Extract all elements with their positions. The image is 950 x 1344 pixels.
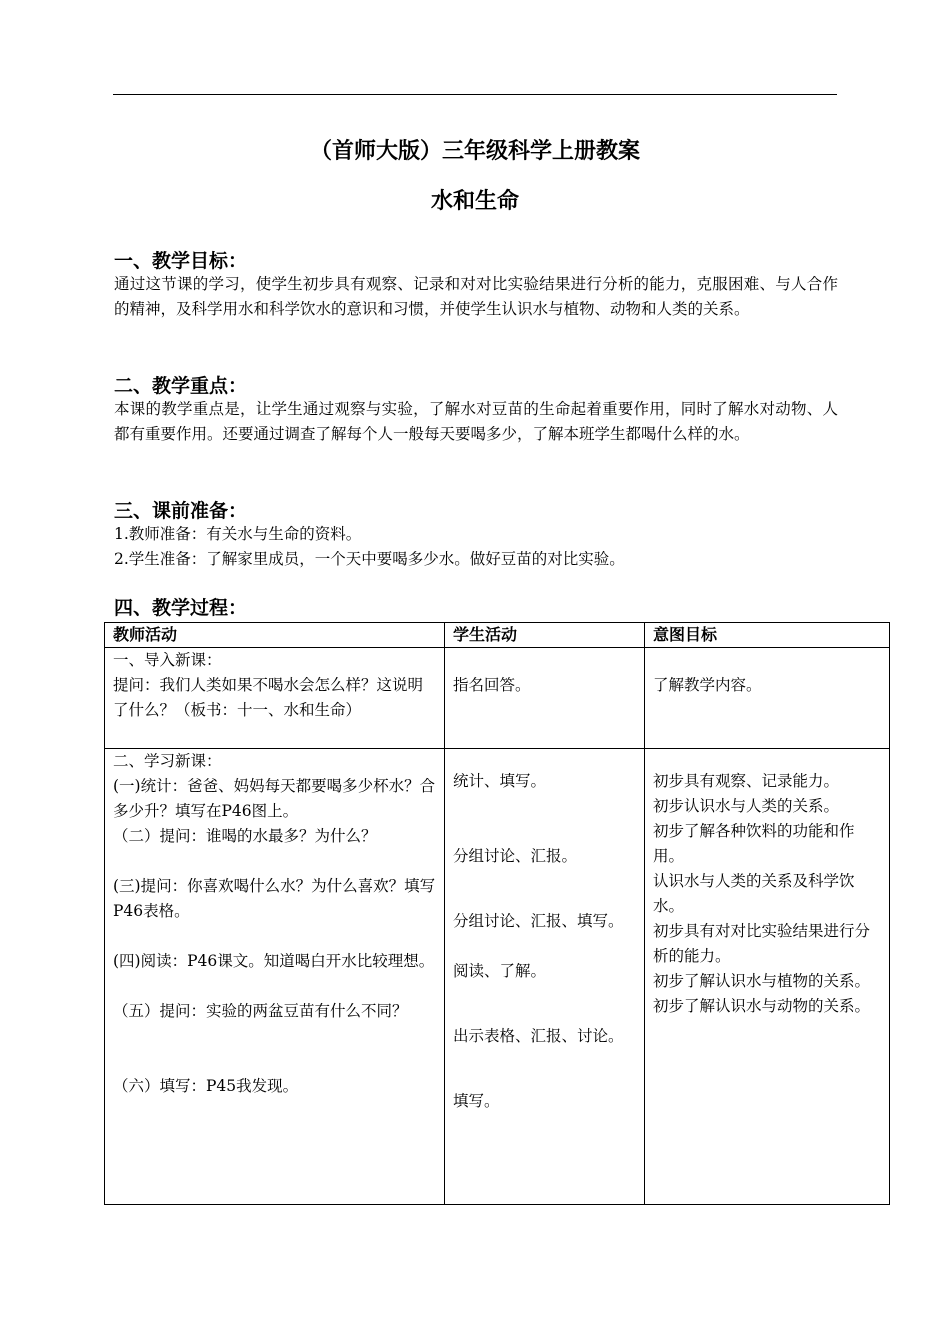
cell-line: 分组讨论、汇报。 [453,847,578,865]
prep-line: 2.学生准备：了解家里成员，一个天中要喝多少水。做好豆苗的对比实验。 [114,550,625,568]
header-goal: 意图目标 [645,623,890,648]
goal-cell [645,749,890,1205]
cell-line: (三)提问：你喜欢喝什么水？为什么喜欢？填写P46表格。 [113,877,436,920]
section-heading: 一、教学目标： [114,250,248,272]
cell-line: 提问：我们人类如果不喝水会怎么样？这说明了什么？（板书：十一、水和生命） [113,676,424,719]
cell-line: 二、学习新课： [113,752,222,770]
cell-line: （六）填写：P45我发现。 [113,1077,299,1095]
cell-line: 初步了解各种饮料的功能和作用。 [653,822,855,865]
cell-line: 初步认识水与人类的关系。 [653,797,840,815]
cell-line: （五）提问：实验的两盆豆苗有什么不同？ [113,1002,408,1020]
header-student: 学生活动 [445,623,645,648]
cell-line: 初步了解认识水与动物的关系。 [653,997,871,1015]
teacher-cell [105,648,445,749]
section-teaching-goal [114,250,838,322]
table-row [105,749,890,1205]
section-process [114,597,838,619]
header-rule [113,94,837,95]
section-heading: 三、课前准备： [114,500,248,522]
cell-line: 阅读、了解。 [453,962,547,980]
section-text: 本课的教学重点是，让学生通过观察与实验，了解水对豆苗的生命起着重要作用，同时了解水对动物、人都有重要作用。还要通过调查了解每个人一般每天要喝多少，了解本班学生都喝什么样的水。 [114,400,838,443]
section-teaching-focus [114,375,838,447]
table-row [105,648,890,749]
cell-line: 出示表格、汇报、讨论。 [453,1027,624,1045]
cell-line: 初步了解认识水与植物的关系。 [653,972,871,990]
lesson-title: 水和生命 [430,189,519,214]
cell-line: 统计、填写。 [453,772,547,790]
student-cell [445,749,645,1205]
section-preparation [114,500,838,572]
cell-line: 指名回答。 [453,676,531,694]
prep-line: 1.教师准备：有关水与生命的资料。 [114,525,362,543]
cell-line: (一)统计：爸爸、妈妈每天都要喝多少杯水？合多少升？填写在P46图上。 [113,777,436,820]
cell-line: 初步具有对对比实验结果进行分析的能力。 [653,922,871,965]
cell-line: 了解教学内容。 [653,676,762,694]
section-heading: 四、教学过程： [114,597,248,619]
header-teacher: 教师活动 [105,623,445,648]
section-heading: 二、教学重点： [114,375,248,397]
table-header-row [105,623,890,648]
cell-line: 认识水与人类的关系及科学饮水。 [653,872,855,915]
cell-line: 分组讨论、汇报、填写。 [453,912,624,930]
section-text: 通过这节课的学习，使学生初步具有观察、记录和对对比实验结果进行分析的能力，克服困难、与人合作的精神，及科学用水和科学饮水的意识和习惯，并使学生认识水与植物、动物和人类的关系。 [114,275,838,318]
cell-line: 一、导入新课： [113,651,222,669]
cell-line: 初步具有观察、记录能力。 [653,772,840,790]
cell-line: （二）提问：谁喝的水最多？为什么？ [113,827,377,845]
process-table [104,622,890,1205]
teacher-cell [105,749,445,1205]
cell-line: (四)阅读：P46课文。知道喝白开水比较理想。 [113,952,435,970]
document-title: （首师大版）三年级科学上册教案 [309,139,640,164]
student-cell [445,648,645,749]
cell-line: 填写。 [453,1092,500,1110]
goal-cell [645,648,890,749]
